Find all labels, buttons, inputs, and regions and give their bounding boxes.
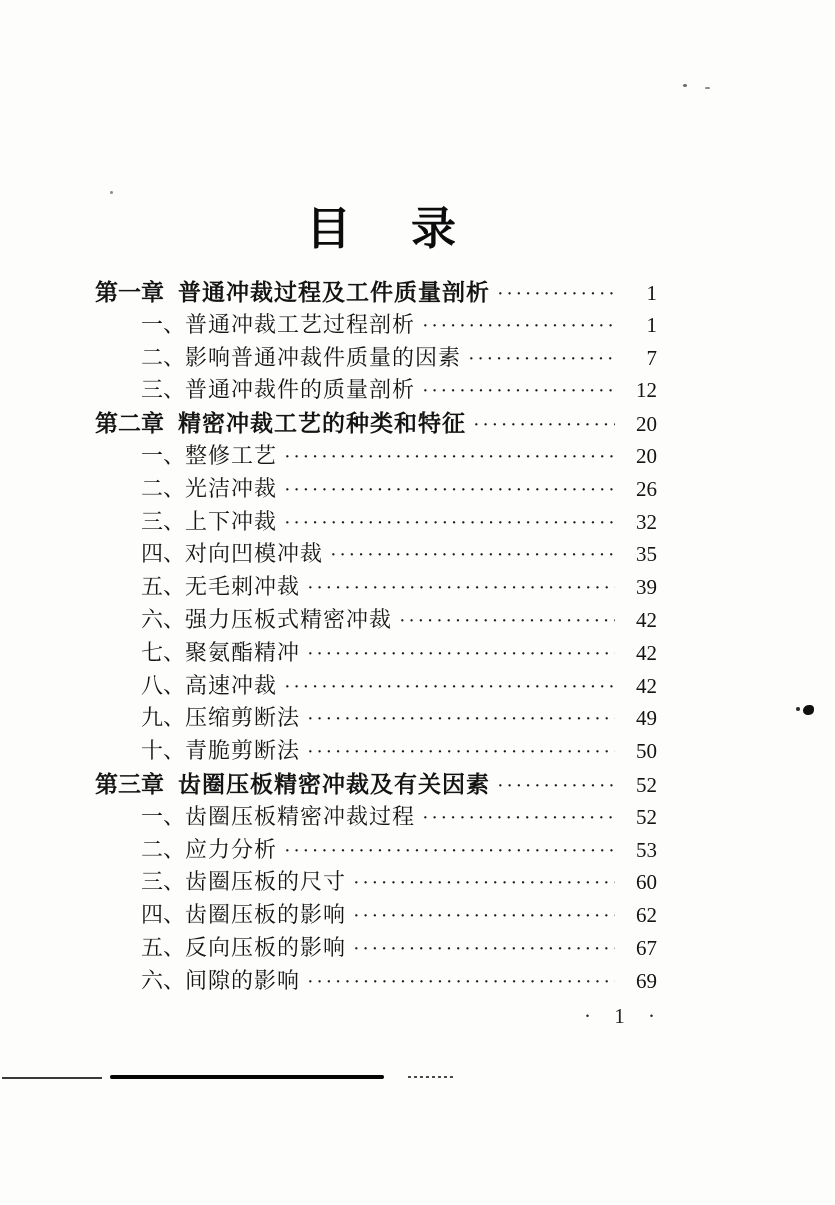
toc-entry-label: 四、 bbox=[141, 902, 186, 928]
toc-entry bbox=[95, 834, 657, 867]
dot-leader bbox=[307, 637, 615, 671]
toc-entry-label: 四、 bbox=[141, 541, 186, 567]
toc-entry-title: 齿圈压板精密冲裁及有关因素 bbox=[178, 770, 490, 797]
dot-leader bbox=[307, 702, 615, 736]
toc-entry-title: 光洁冲裁 bbox=[185, 475, 278, 501]
toc-entry bbox=[95, 866, 657, 899]
toc-entry bbox=[95, 702, 657, 735]
toc-entry-page: 62 bbox=[636, 903, 657, 928]
toc-entry-page: 12 bbox=[636, 378, 657, 403]
toc-entry-title: 上下冲裁 bbox=[185, 508, 278, 534]
toc-entry-page: 20 bbox=[636, 443, 657, 468]
toc-entry bbox=[95, 571, 657, 604]
toc-entry-label: 一、 bbox=[141, 803, 186, 829]
dot-leader bbox=[422, 374, 615, 408]
toc-entry-page: 20 bbox=[636, 412, 657, 437]
toc-entry-title: 齿圈压板的尺寸 bbox=[185, 869, 347, 895]
dot-leader bbox=[422, 309, 615, 343]
toc-entry-title: 无毛刺冲裁 bbox=[185, 574, 301, 600]
toc-entry bbox=[95, 309, 657, 342]
toc-entry-page: 1 bbox=[646, 281, 657, 305]
toc-entry-label: 第三章 bbox=[95, 770, 164, 797]
toc-entry-title: 齿圈压板的影响 bbox=[185, 902, 347, 928]
toc-entry-label: 第二章 bbox=[95, 410, 164, 437]
toc-entry bbox=[95, 374, 657, 407]
dot-leader bbox=[468, 342, 615, 376]
toc-entry-label: 六、 bbox=[141, 606, 186, 632]
toc-entry-label: 三、 bbox=[141, 377, 186, 403]
dot-leader bbox=[284, 506, 615, 540]
toc-entry-title: 高速冲裁 bbox=[185, 672, 278, 698]
toc-entry-label: 一、 bbox=[141, 311, 186, 337]
scan-artifact-dot bbox=[796, 707, 800, 711]
toc-entry-page: 42 bbox=[636, 607, 657, 632]
toc-entry-label: 十、 bbox=[141, 738, 186, 764]
page-footer: · 1 · bbox=[584, 1004, 664, 1028]
toc-entry-title: 齿圈压板精密冲裁过程 bbox=[185, 803, 416, 829]
toc-entry bbox=[95, 506, 657, 539]
toc-entry-title: 普通冲裁过程及工件质量剖析 bbox=[178, 279, 490, 305]
toc-entry bbox=[95, 637, 657, 670]
toc-entry bbox=[95, 604, 657, 637]
toc-entry bbox=[95, 276, 657, 309]
dot-leader bbox=[353, 866, 615, 900]
dot-leader bbox=[330, 538, 615, 572]
dot-leader bbox=[399, 604, 615, 638]
toc-entry-page: 67 bbox=[636, 935, 657, 960]
toc-entry-title: 普通冲裁件的质量剖析 bbox=[185, 377, 416, 403]
dot-leader bbox=[497, 768, 615, 803]
toc-entry-page: 52 bbox=[636, 804, 657, 829]
toc-list bbox=[95, 276, 657, 998]
toc-entry-label: 第一章 bbox=[95, 279, 164, 305]
scan-artifact-line bbox=[110, 1075, 384, 1079]
dot-leader bbox=[307, 735, 615, 769]
toc-entry bbox=[95, 801, 657, 834]
toc-entry-title: 整修工艺 bbox=[185, 442, 278, 468]
toc-entry-label: 八、 bbox=[141, 672, 186, 698]
toc-entry-title: 反向压板的影响 bbox=[185, 934, 347, 960]
toc-entry-page: 53 bbox=[636, 837, 657, 862]
dot-leader bbox=[422, 801, 615, 835]
toc-entry-label: 七、 bbox=[141, 639, 186, 665]
toc-entry bbox=[95, 932, 657, 965]
dot-leader bbox=[497, 276, 615, 311]
dot-leader bbox=[284, 440, 615, 474]
toc-entry-title: 应力分析 bbox=[185, 836, 278, 862]
dot-leader bbox=[353, 932, 615, 966]
toc-entry-label: 二、 bbox=[141, 475, 186, 501]
toc-entry-page: 42 bbox=[636, 673, 657, 698]
toc-entry-label: 六、 bbox=[141, 967, 186, 993]
toc-entry-label: 九、 bbox=[141, 705, 186, 731]
toc-entry-page: 1 bbox=[646, 312, 657, 337]
toc-entry-page: 50 bbox=[636, 739, 657, 764]
toc-entry bbox=[95, 473, 657, 506]
toc-entry-title: 间隙的影响 bbox=[185, 967, 301, 993]
toc-entry-title: 影响普通冲裁件质量的因素 bbox=[185, 344, 462, 370]
dot-leader bbox=[473, 407, 615, 442]
dot-leader bbox=[284, 473, 615, 507]
dot-leader bbox=[307, 571, 615, 605]
toc-entry bbox=[95, 440, 657, 473]
toc-entry-label: 三、 bbox=[141, 508, 186, 534]
toc-entry bbox=[95, 407, 657, 440]
toc-entry-title: 强力压板式精密冲裁 bbox=[185, 606, 393, 632]
toc-entry-label: 一、 bbox=[141, 442, 186, 468]
toc-entry-label: 三、 bbox=[141, 869, 186, 895]
toc-entry-title: 聚氨酯精冲 bbox=[185, 639, 301, 665]
scan-artifact-blot bbox=[803, 705, 814, 715]
toc-entry-page: 35 bbox=[636, 542, 657, 567]
toc-entry-title: 对向凹模冲裁 bbox=[185, 541, 324, 567]
toc-entry-page: 7 bbox=[646, 345, 657, 370]
toc-entry bbox=[95, 899, 657, 932]
toc-entry bbox=[95, 342, 657, 375]
page-title: 目录 bbox=[306, 204, 517, 254]
dot-leader bbox=[353, 899, 615, 933]
toc-entry-title: 压缩剪断法 bbox=[185, 705, 301, 731]
toc-entry bbox=[95, 965, 657, 998]
dot-leader bbox=[307, 965, 615, 999]
toc-entry-page: 49 bbox=[636, 706, 657, 731]
toc-entry-page: 39 bbox=[636, 575, 657, 600]
toc-entry-label: 二、 bbox=[141, 344, 186, 370]
toc-entry-label: 五、 bbox=[141, 934, 186, 960]
scan-artifact-line bbox=[408, 1076, 454, 1078]
toc-entry-page: 32 bbox=[636, 509, 657, 534]
toc-entry-page: 42 bbox=[636, 640, 657, 665]
toc-entry-label: 五、 bbox=[141, 574, 186, 600]
toc-entry-page: 52 bbox=[636, 772, 657, 797]
toc-entry bbox=[95, 538, 657, 571]
scan-artifact-line bbox=[2, 1077, 102, 1079]
dot-leader bbox=[284, 670, 615, 704]
toc-entry-title: 青脆剪断法 bbox=[185, 738, 301, 764]
toc-entry bbox=[95, 735, 657, 768]
toc-entry bbox=[95, 768, 657, 801]
toc-entry bbox=[95, 670, 657, 703]
toc-entry-label: 二、 bbox=[141, 836, 186, 862]
dot-leader bbox=[284, 834, 615, 868]
toc-entry-title: 普通冲裁工艺过程剖析 bbox=[185, 311, 416, 337]
toc-entry-page: 69 bbox=[636, 968, 657, 993]
scan-artifact-dot bbox=[683, 84, 687, 87]
toc-entry-title: 精密冲裁工艺的种类和特征 bbox=[178, 410, 466, 437]
toc-entry-page: 60 bbox=[636, 870, 657, 895]
scan-artifact-dot bbox=[705, 87, 710, 89]
scan-artifact-dot bbox=[110, 191, 113, 194]
toc-entry-page: 26 bbox=[636, 476, 657, 501]
